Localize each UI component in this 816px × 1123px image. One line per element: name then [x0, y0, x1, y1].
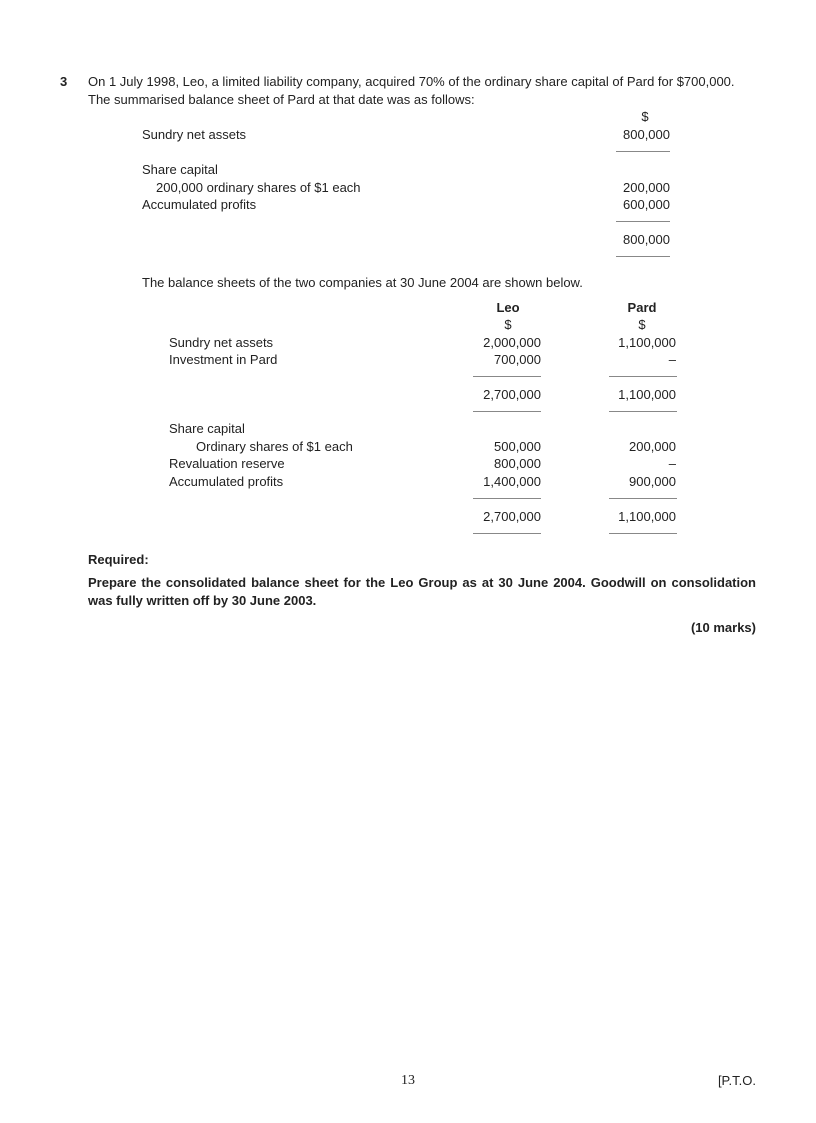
- underline-rule: [609, 498, 677, 499]
- pard-total: 1,100,000: [618, 387, 676, 402]
- row-label: Revaluation reserve: [169, 456, 285, 471]
- row-label: Ordinary shares of $1 each: [196, 439, 353, 454]
- leo-total: 2,700,000: [483, 509, 541, 524]
- leo-value: 800,000: [494, 456, 541, 471]
- pard-value: –: [668, 456, 676, 471]
- pard-value: 900,000: [629, 474, 676, 489]
- underline-rule: [609, 533, 677, 534]
- column-header-pard: Pard: [627, 300, 657, 315]
- row-label: Share capital: [142, 162, 218, 177]
- total-value: 800,000: [623, 232, 670, 247]
- row-label: Share capital: [169, 421, 245, 436]
- leo-value: 700,000: [494, 352, 541, 367]
- underline-rule: [616, 151, 670, 152]
- underline-rule: [616, 221, 670, 222]
- row-label: 200,000 ordinary shares of $1 each: [156, 180, 361, 195]
- question-number: 3: [60, 74, 68, 89]
- underline-rule: [473, 411, 541, 412]
- required-text: Prepare the consolidated balance sheet for the Leo Group as at 30 June 2004. Goodwill on consolidation was fully written off by 30 June 2003.: [88, 575, 756, 608]
- row-label: Accumulated profits: [142, 197, 257, 212]
- leo-value: 2,000,000: [483, 335, 541, 350]
- underline-rule: [609, 411, 677, 412]
- column-header-leo: Leo: [496, 300, 520, 315]
- row-value: 600,000: [623, 197, 670, 212]
- pard-value: 200,000: [629, 439, 676, 454]
- pard-total: 1,100,000: [618, 509, 676, 524]
- question-intro-line2: The summarised balance sheet of Pard at that date was as follows:: [88, 92, 475, 107]
- row-label: Sundry net assets: [142, 127, 247, 142]
- underline-rule: [473, 498, 541, 499]
- row-label: Sundry net assets: [169, 335, 274, 350]
- question-intro-line1: On 1 July 1998, Leo, a limited liability company, acquired 70% of the ordinary share capital of Pard for $700,000.: [88, 74, 735, 89]
- pto-marker: [P.T.O.: [717, 1073, 756, 1088]
- required-heading: Required:: [88, 552, 149, 567]
- underline-rule: [473, 533, 541, 534]
- underline-rule: [616, 256, 670, 257]
- leo-value: 500,000: [494, 439, 541, 454]
- column-currency-pard: $: [638, 317, 646, 332]
- pard-value: –: [668, 352, 676, 367]
- row-label: Accumulated profits: [169, 474, 284, 489]
- page-number: 13: [401, 1073, 415, 1088]
- column-currency-leo: $: [504, 317, 512, 332]
- pard-value: 1,100,000: [618, 335, 676, 350]
- underline-rule: [473, 376, 541, 377]
- table2-intro: The balance sheets of the two companies at 30 June 2004 are shown below.: [142, 275, 583, 290]
- row-label: Investment in Pard: [169, 352, 278, 367]
- underline-rule: [609, 376, 677, 377]
- currency-header: $: [641, 109, 649, 124]
- row-value: 200,000: [623, 180, 670, 195]
- leo-total: 2,700,000: [483, 387, 541, 402]
- row-value: 800,000: [623, 127, 670, 142]
- marks: (10 marks): [690, 620, 756, 635]
- leo-value: 1,400,000: [483, 474, 541, 489]
